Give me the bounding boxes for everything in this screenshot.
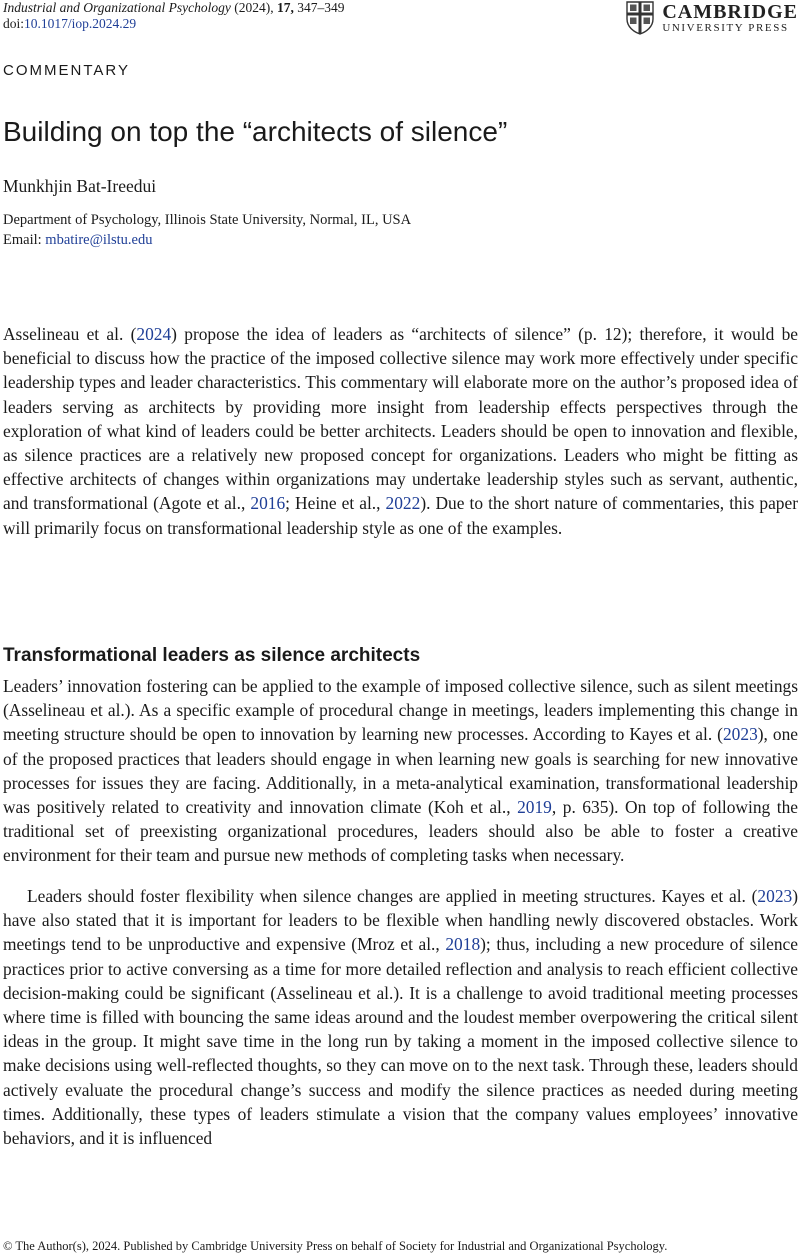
copyright-footer: © The Author(s), 2024. Published by Cambridge University Press on behalf of Society for Industrial and Organizational Psychology. bbox=[3, 1239, 668, 1253]
doi-line bbox=[3, 16, 136, 32]
section-heading: Transformational leaders as silence architects bbox=[3, 645, 421, 666]
journal-year: (2024), bbox=[234, 0, 274, 15]
publisher-wordmark bbox=[662, 2, 798, 34]
email-link[interactable]: mbatire@ilstu.edu bbox=[45, 232, 153, 248]
journal-pages: 347–349 bbox=[297, 0, 345, 15]
publisher-logo bbox=[626, 1, 798, 35]
intro-paragraph bbox=[3, 322, 798, 540]
article-title: Building on top the “architects of silence” bbox=[3, 116, 508, 147]
journal-name: Industrial and Organizational Psychology bbox=[3, 0, 231, 15]
article-type-label: COMMENTARY bbox=[3, 62, 130, 79]
text-run: Leaders should foster flexibility when silence changes are applied in meeting structures. Kayes et al. ( bbox=[27, 886, 758, 906]
publisher-subname: UNIVERSITY PRESS bbox=[662, 22, 789, 34]
author-name: Munkhjin Bat-Ireedui bbox=[3, 176, 157, 196]
author-email-line bbox=[3, 230, 152, 250]
citation-link[interactable]: 2019 bbox=[517, 797, 552, 818]
text-run: ). Due to the short nature of commentaries, this paper will primarily focus on transformational leadership style as one of the examples. bbox=[3, 493, 799, 538]
text-run: ); thus, including a new procedure of silence practices prior to active conversing as a time for more detailed reflection and analysis to reach efficient collective decision-making could be significant (Asselineau et al.). It is a challenge to avoid traditional meeting processes where time is filled with bouncing the same ideas around and the loudest member overpowering the critical silent ideas in the group. It might save time in the long run by taking a moment in the imposed collective silence to make decisions using well-reflected thoughts, so they can move on to the next task. Through these, leaders should actively evaluate the procedural change’s success and modify the silence practices as needed during meeting times. Additionally, these types of leaders stimulate a vision that the company values employees’ innovative behaviors, and it is influenced bbox=[3, 934, 798, 1149]
text-run: ; Heine et al., bbox=[285, 493, 386, 514]
doi-prefix: doi: bbox=[3, 16, 25, 31]
citation-link[interactable]: 2018 bbox=[445, 934, 481, 955]
author-affiliation: Department of Psychology, Illinois State University, Normal, IL, USA bbox=[3, 212, 412, 228]
text-run: Leaders’ innovation fostering can be applied to the example of imposed collective silence, such as silent meetings (Asselineau et al.). As a specific example of procedural change in meetings, leaders implementing this change in meeting structure should be open to innovation by learning new processes. According to Kayes et al. ( bbox=[3, 676, 798, 745]
citation-link[interactable]: 2016 bbox=[250, 493, 286, 514]
citation-link[interactable]: 2023 bbox=[757, 886, 793, 906]
text-run: ) have also stated that it is important for leaders to be flexible when handling newly discovered obstacles. Work meetings tend to be unproductive and expensive (Mroz et al., bbox=[3, 886, 798, 955]
publisher-name: CAMBRIDGE bbox=[662, 1, 798, 23]
email-label: Email: bbox=[3, 232, 46, 248]
citation-link[interactable]: 2023 bbox=[722, 724, 758, 745]
citation-link[interactable]: 2022 bbox=[385, 493, 421, 514]
body-paragraph bbox=[3, 674, 798, 868]
text-run: , p. 635). On top of following the traditional set of preexisting organizational procedures, leaders should also be able to foster a creative environment for their team and pursue new methods of completing tasks when necessary. bbox=[3, 797, 798, 866]
text-run: ) propose the idea of leaders as “architects of silence” (p. 12); therefore, it would be beneficial to discuss how the practice of the imposed collective silence may work more effectively under specific leadership types and leader characteristics. This commentary will elaborate more on the author’s proposed idea of leaders serving as architects by providing more insight from leadership effects perspectives through the exploration of what kind of leaders could be better architects. Leaders should be open to innovation and flexible, as silence practices are a relatively new proposed concept for organizations. Leaders who might be fitting as effective architects of changes within organizations may undertake leadership styles such as servant, authentic, and transformational (Agote et al., bbox=[3, 324, 798, 514]
citation-link[interactable]: 2024 bbox=[136, 324, 172, 344]
text-run: ), one of the proposed practices that leaders should engage in when learning new goals is searching for new innovative processes for issues they are facing. Additionally, in a meta-analytical examination, transformational leadership was positively related to creativity and innovation climate (Koh et al., bbox=[3, 724, 798, 818]
body-paragraph bbox=[3, 884, 798, 1150]
doi-link[interactable]: 10.1017/iop.2024.29 bbox=[24, 16, 137, 31]
journal-volume: 17, bbox=[277, 0, 294, 15]
journal-citation bbox=[3, 0, 345, 16]
cambridge-shield-icon bbox=[626, 1, 654, 35]
text-run: Asselineau et al. ( bbox=[3, 324, 137, 344]
